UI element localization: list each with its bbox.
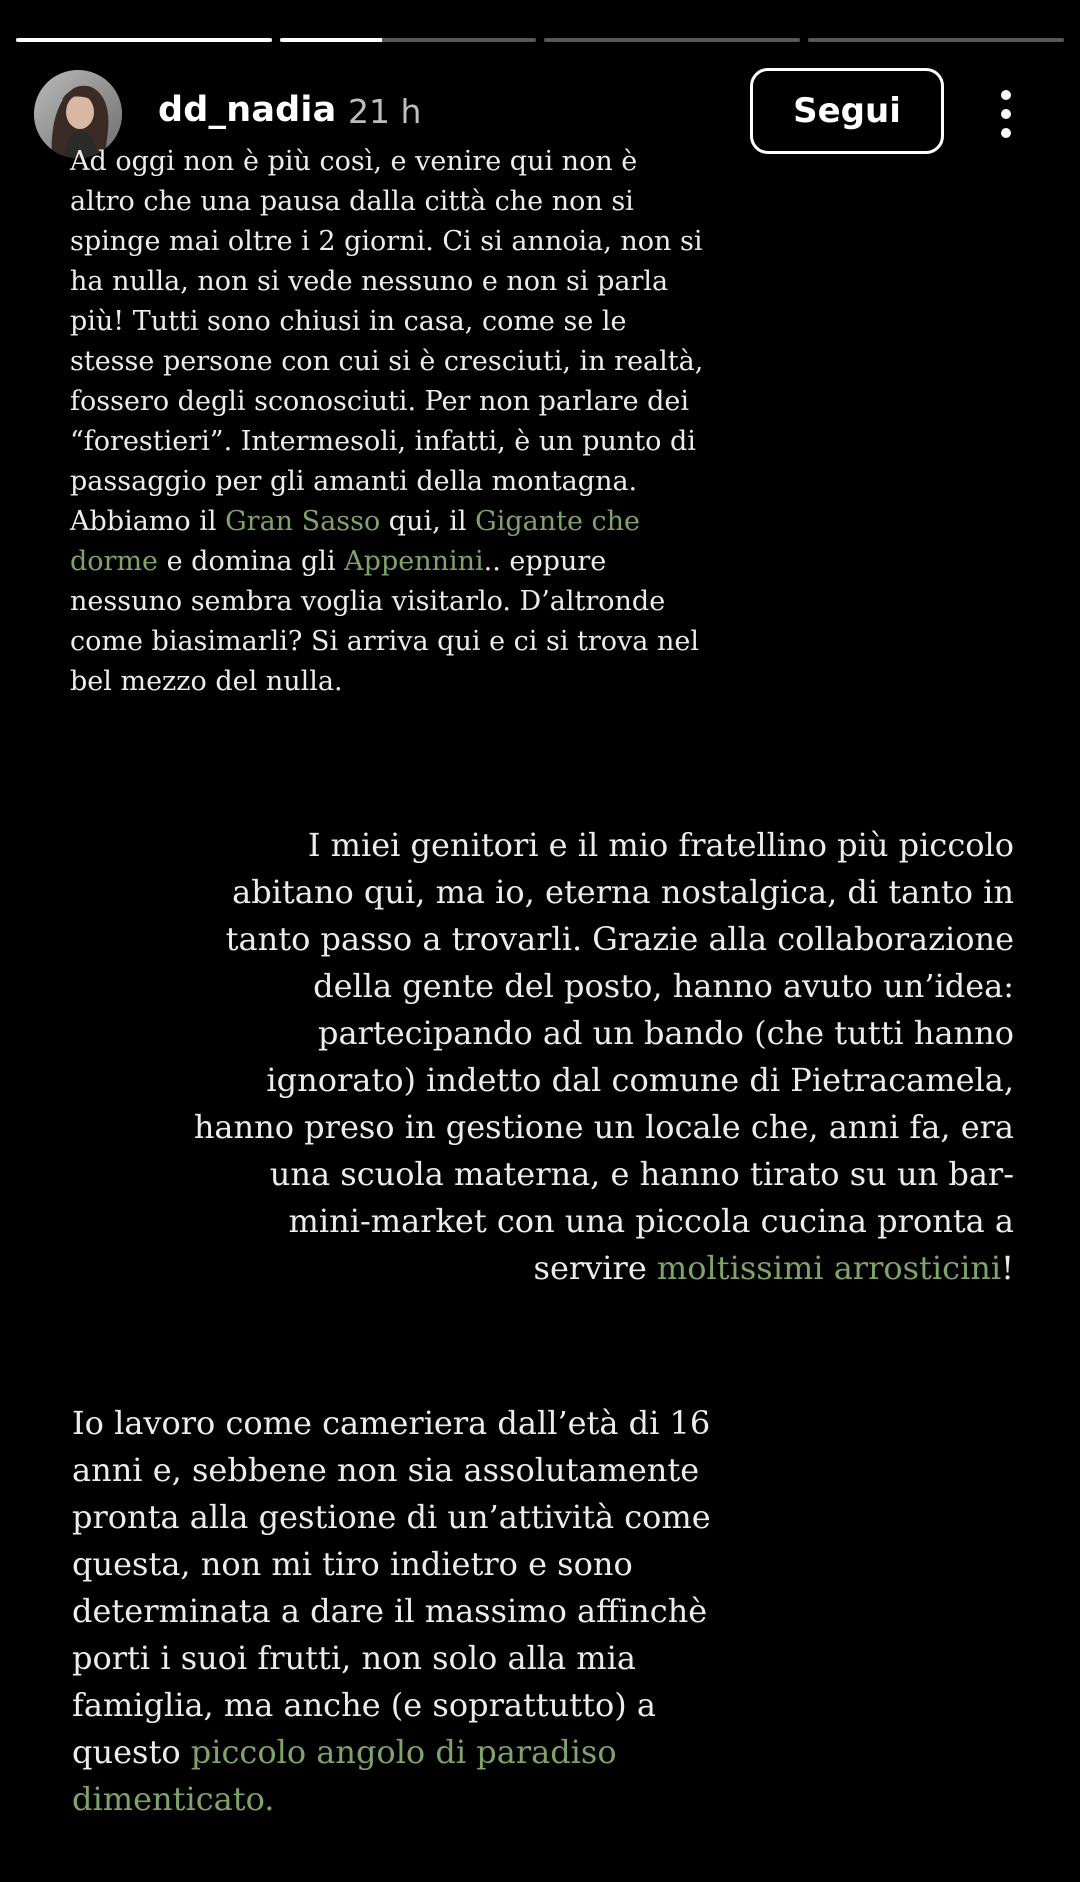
paragraph-text: .. eppure nessuno sembra voglia visitarlo. D’altronde come biasimarli? Si arriva qui e ci si trova nel bel mezzo del nulla. [70,546,699,697]
more-options-icon[interactable] [994,90,1018,138]
paragraph-text: I miei genitori e il mio fratellino più piccolo abitano qui, ma io, eterna nostalgica, di tanto in tanto passo a trovarli. Grazie alla collaborazione della gente del posto, hanno avuto un’idea: partecipando ad un bando (che tutti hanno ignorato) indetto dal comune di Pietracamela, hanno preso in gestione un locale che, anni fa, era una scuola materna, e hanno tirato su un bar-mini-market con una piccola cucina pronta a servire [193,826,1014,1287]
progress-segment [280,38,536,42]
highlighted-text: Gran Sasso [225,506,381,537]
paragraph-text: Io lavoro come cameriera dall’età di 16 anni e, sebbene non sia assolutamente pronta alla gestione di un’attività come questa, non mi tiro indietro e sono determinata a dare il massimo affinchè porti i suoi frutti, non solo alla mia famiglia, ma anche (e soprattutto) a questo [72,1404,711,1771]
highlighted-text: moltissimi arrosticini [656,1249,1002,1287]
paragraph-text: Ad oggi non è più così, e venire qui non è altro che una pausa dalla città che non si spinge mai oltre i 2 giorni. Ci si annoia, non si ha nulla, non si vede nessuno e non si parla più! Tutti sono chiusi in casa, come se le stesse persone con cui si è cresciuti, in realtà, fossero degli sconosciuti. Per non parlare dei “forestieri”. Intermesoli, infatti, è un punto di passaggio per gli amanti della montagna. Abbiamo il [70,146,704,537]
paragraph-text: e domina gli [158,546,345,577]
story-paragraph-1 [70,142,710,702]
username[interactable]: dd_nadia [158,90,337,130]
progress-fill [16,38,272,42]
progress-segment [544,38,800,42]
story-paragraph-3 [72,1400,752,1823]
highlighted-text: Gigante che dorme [70,506,640,577]
highlighted-text: piccolo angolo di paradiso dimenticato. [72,1733,617,1818]
progress-segment [808,38,1064,42]
progress-fill [280,38,382,42]
story-progress-bar [16,38,1064,42]
follow-button[interactable]: Segui [750,68,944,154]
progress-segment [16,38,272,42]
highlighted-text: Appennini [344,546,484,577]
paragraph-text: ! [1001,1249,1014,1287]
paragraph-text: qui, il [380,506,476,537]
post-time: 21 h [348,92,422,131]
story-paragraph-2 [188,822,1014,1292]
